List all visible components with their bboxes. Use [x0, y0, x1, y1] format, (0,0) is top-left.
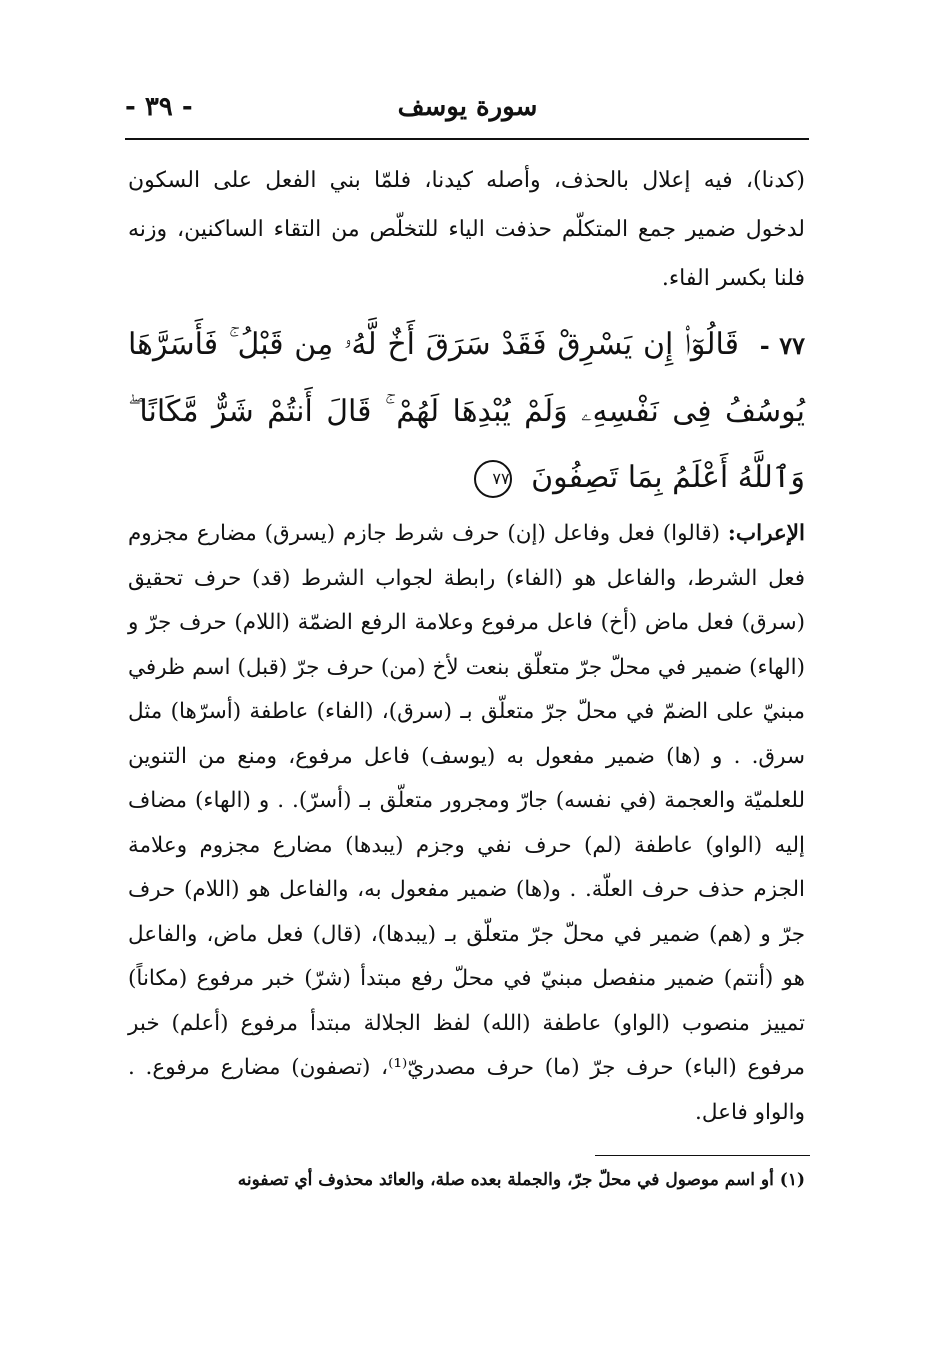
analysis-paragraph	[128, 512, 805, 1135]
page-number: - ٣٩ -	[125, 92, 193, 122]
header-rule	[125, 138, 809, 140]
quran-verse	[128, 312, 805, 511]
grammatical-analysis	[128, 512, 805, 1135]
verse-text: قَالُوٓا۟ إِن يَسْرِقْ فَقَدْ سَرَقَ أَخٌ لَّهُۥ مِن قَبْلُ ۚ فَأَسَرَّهَا يُوسُفُ فِى نَفْسِهِۦ وَلَمْ يُبْدِهَا لَهُمْ ۚ قَالَ أَنتُمْ شَرٌّ مَّكَانًا ۖ وَٱللَّهُ أَعْلَمُ بِمَا تَصِفُونَ	[128, 327, 805, 495]
footnote-rule	[595, 1155, 810, 1156]
analysis-text: (قالوا) فعل وفاعل (إن) حرف شرط جازم (يسرق) مضارع مجزوم فعل الشرط، والفاعل هو (الفاء) رابطة لجواب الشرط (قد) حرف تحقيق (سرق) فعل ماض (أخ) فاعل مرفوع وعلامة الرفع الضمّة (اللام) حرف جرّ و (الهاء) ضمير في محلّ جرّ متعلّق بنعت لأخ (من) حرف جرّ (قبل) اسم ظرفي مبنيّ على الضمّ في محلّ جرّ متعلّق بـ (سرق)، (الفاء) عاطفة (أسرّها) مثل سرق. . و (ها) ضمير مفعول به (يوسف) فاعل مرفوع، ومنع من التنوين للعلميّة والعجمة (في نفسه) جارّ ومجرور متعلّق بـ (أسرّ). . و (الهاء) مضاف إليه (الواو) عاطفة (لم) حرف نفي وجزم (يبدها) مضارع مجزوم وعلامة الجزم حذف حرف العلّة. . و(ها) ضمير مفعول به، والفاعل هو (اللام) حرف جرّ و (هم) ضمير في محلّ جرّ متعلّق بـ (يبدها)، (قال) فعل ماض، والفاعل هو (أنتم) ضمير منفصل مبنيّ في محلّ رفع مبتدأ (شرّ) خبر مرفوع (مكاناً) تمييز منصوب (الواو) عاطفة (الله) لفظ الجلالة مبتدأ مرفوع (أعلم) خبر مرفوع (الباء) حرف جرّ (ما) حرف مصدريّ⁽¹⁾، (تصفون) مضارع مرفوع. . والواو فاعل.	[128, 521, 805, 1125]
verse-number: ٧٧ -	[759, 331, 805, 360]
surah-title: سورة يوسف	[397, 92, 538, 122]
page-header	[125, 86, 810, 136]
intro-paragraph	[128, 156, 805, 303]
footnote: (١) أو اسم موصول في محلّ جرّ، والجملة بعده صلة، والعائد محذوف أي تصفونه	[237, 1170, 805, 1190]
ayah-end-marker-icon: ٧٧	[474, 460, 512, 498]
analysis-label: الإعراب:	[727, 521, 805, 546]
intro-text: (كدنا)، فيه إعلال بالحذف، وأصله كيدنا، فلمّا بني الفعل على السكون لدخول ضمير جمع المتكلّم حذفت الياء للتخلّص من التقاء الساكنين، وزنه فلنا بكسر الفاء.	[128, 168, 805, 291]
